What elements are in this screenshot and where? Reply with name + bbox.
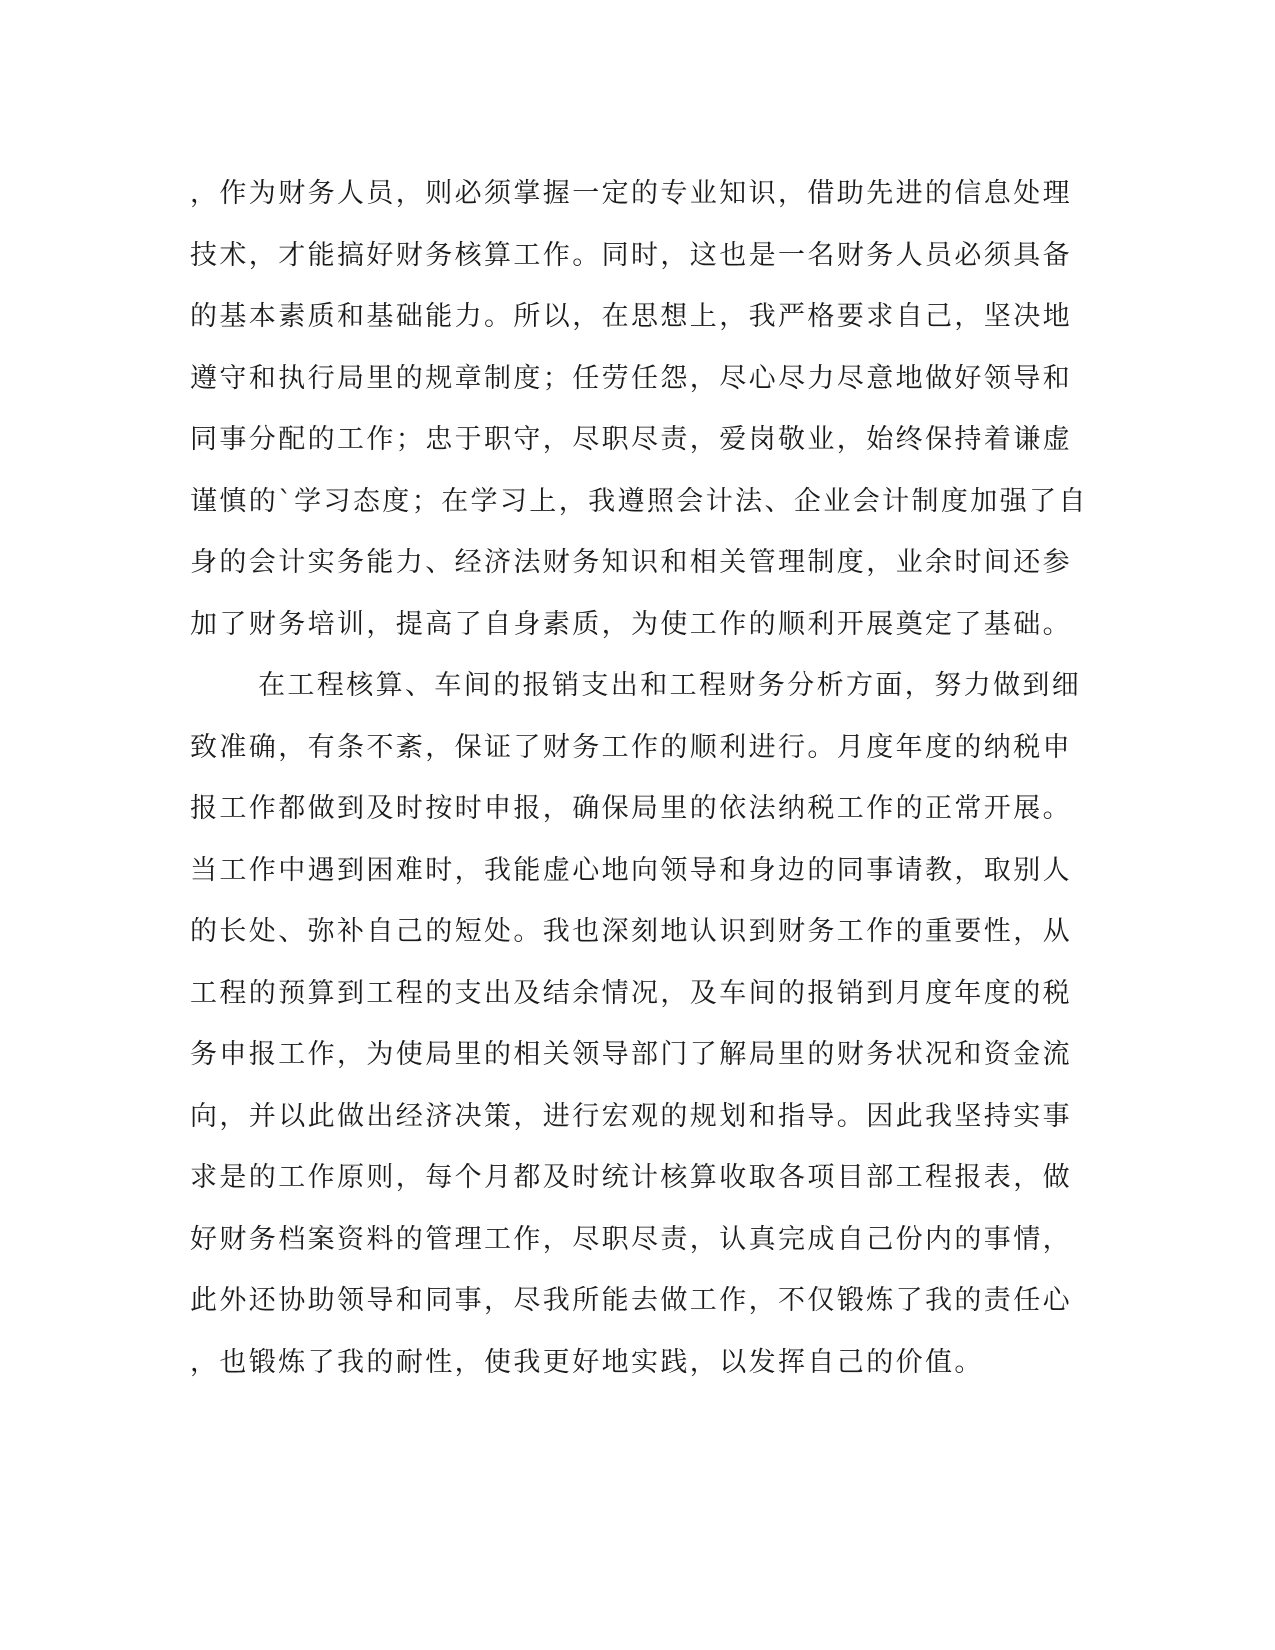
text-line: 技术，才能搞好财务核算工作。同时，这也是一名财务人员必须具备 <box>190 239 1072 271</box>
text-line: 当工作中遇到困难时，我能虚心地向领导和身边的同事请教，取别人 <box>190 854 1072 886</box>
text-line: 好财务档案资料的管理工作，尽职尽责，认真完成自己份内的事情， <box>190 1223 1072 1255</box>
text-line: 向，并以此做出经济决策，进行宏观的规划和指导。因此我坚持实事 <box>190 1100 1072 1132</box>
text-line: 工程的预算到工程的支出及结余情况，及车间的报销到月度年度的税 <box>190 977 1072 1009</box>
text-line: 遵守和执行局里的规章制度；任劳任怨，尽心尽力尽意地做好领导和 <box>190 362 1072 394</box>
text-line: 身的会计实务能力、经济法财务知识和相关管理制度，业余时间还参 <box>190 547 1072 578</box>
text-line: 的长处、弥补自己的短处。我也深刻地认识到财务工作的重要性，从 <box>190 916 1072 947</box>
text-line: 同事分配的工作；忠于职守，尽职尽责，爱岗敬业，始终保持着谦虚 <box>190 424 1072 455</box>
text-line: 此外还协助领导和同事，尽我所能去做工作，不仅锻炼了我的责任心 <box>190 1285 1072 1316</box>
text-line: ，作为财务人员，则必须掌握一定的专业知识，借助先进的信息处理 <box>190 178 1072 209</box>
text-line: 务申报工作，为使局里的相关领导部门了解局里的财务状况和资金流 <box>190 1039 1072 1070</box>
text-line: ，也锻炼了我的耐性，使我更好地实践，以发挥自己的价值。 <box>190 1346 984 1378</box>
text-line: 的基本素质和基础能力。所以，在思想上，我严格要求自己，坚决地 <box>190 301 1072 332</box>
document-body <box>190 163 1088 1393</box>
text-line: 求是的工作原则，每个月都及时统计核算收取各项目部工程报表，做 <box>190 1162 1072 1193</box>
text-line: 加了财务培训，提高了自身素质，为使工作的顺利开展奠定了基础。 <box>190 608 1072 640</box>
text-line: 谨慎的`学习态度；在学习上，我遵照会计法、企业会计制度加强了自 <box>190 485 1088 517</box>
text-line: 报工作都做到及时按时申报，确保局里的依法纳税工作的正常开展。 <box>190 793 1072 824</box>
text-line: 致准确，有条不紊，保证了财务工作的顺利进行。月度年度的纳税申 <box>190 731 1072 763</box>
paragraph-first-line: 在工程核算、车间的报销支出和工程财务分析方面，努力做到细 <box>258 670 1082 701</box>
